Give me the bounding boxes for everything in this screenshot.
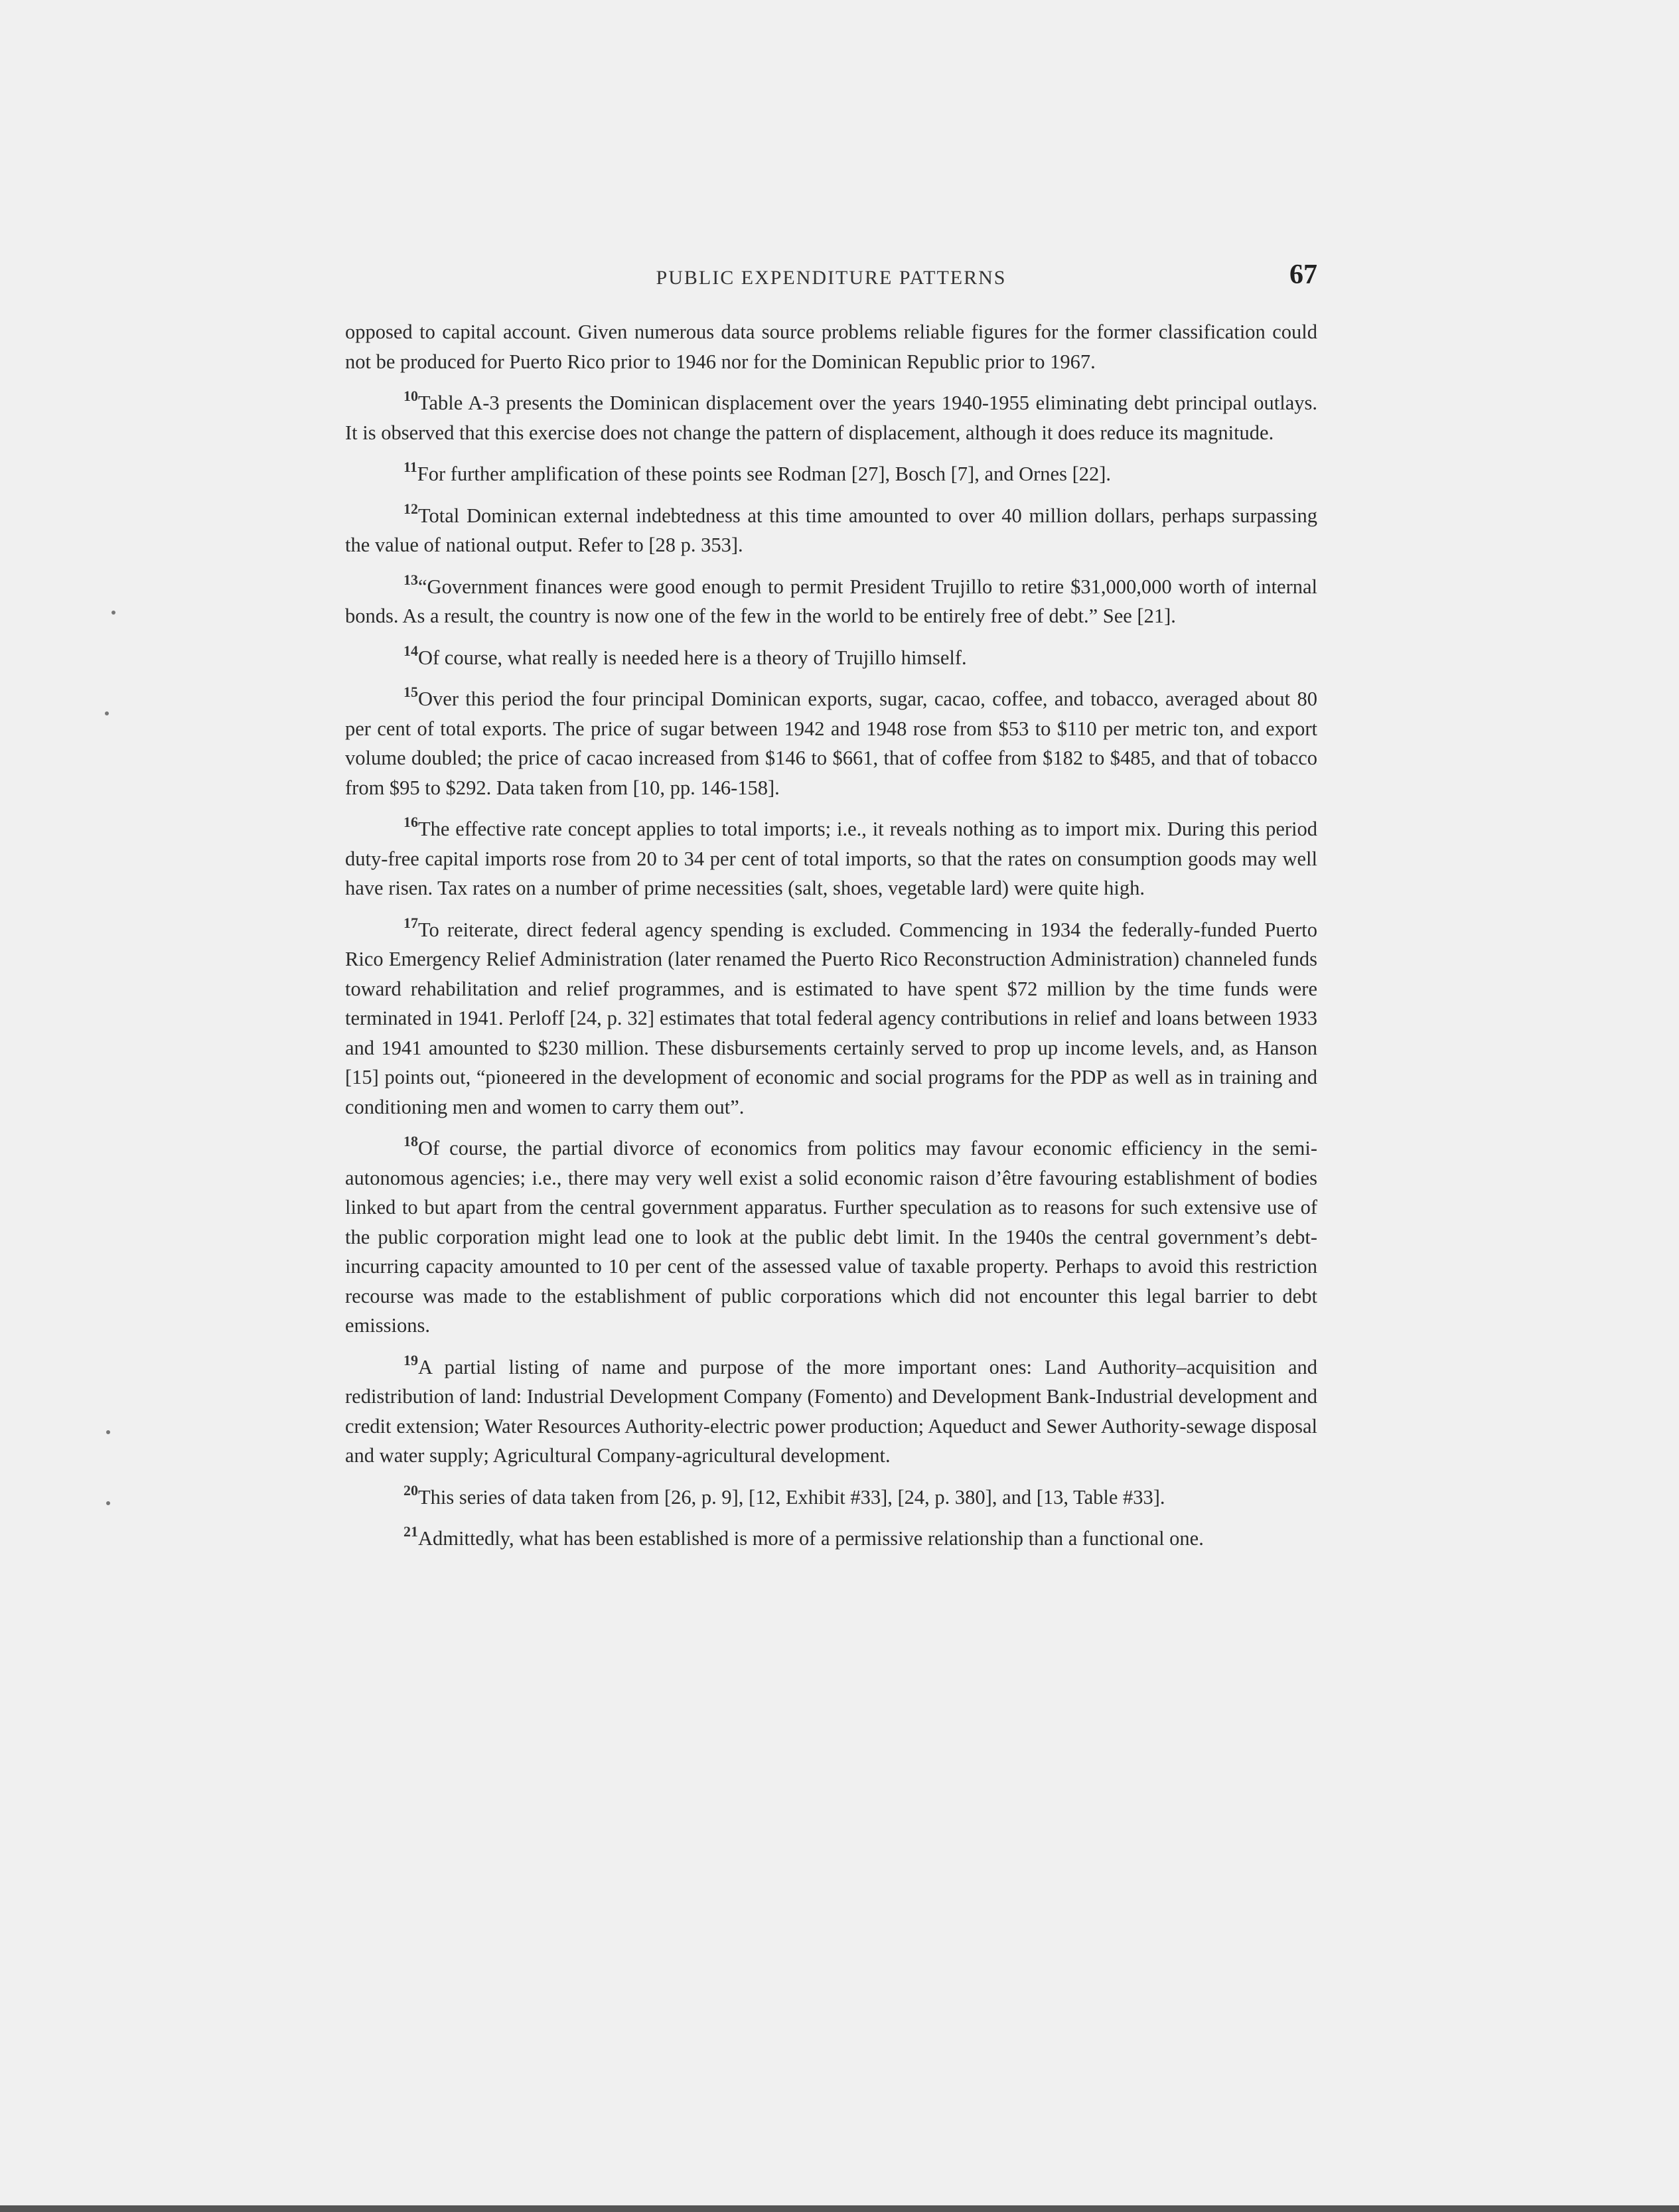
footnote-number: 15	[403, 684, 418, 700]
footnote-text: Total Dominican external indebtedness at this time amounted to over 40 million dollars, perhaps surpassing the value of national output. Refer to [28 p. 353].	[345, 504, 1317, 556]
footnote-20	[345, 1483, 1317, 1512]
footnote-text: Table A-3 presents the Dominican displacement over the years 1940-1955 eliminating debt principal outlays. It is observed that this exercise does not change the pattern of displacement, although it does reduce its magnitude.	[345, 392, 1317, 444]
footnote-14	[345, 643, 1317, 673]
footnote-number: 21	[403, 1523, 418, 1540]
footnote-number: 19	[403, 1351, 418, 1368]
footnote-number: 20	[403, 1481, 418, 1499]
footnote-number: 16	[403, 814, 418, 830]
footnote-text: Of course, what really is needed here is a theory of Trujillo himself.	[418, 646, 967, 669]
footnote-text: “Government finances were good enough to permit President Trujillo to retire $31,000,000 worth of internal bonds. As a result, the country is now one of the few in the world to be entirely free of debt.” See [21].	[345, 575, 1317, 627]
scan-speck	[111, 611, 115, 615]
footnote-text: To reiterate, direct federal agency spending is excluded. Commencing in 1934 the federally-funded Puerto Rico Emergency Relief Administration (later renamed the Puerto Rico Reconstruction Administration) channeled funds toward rehabilitation and relief programmes, and is estimated to have spent $72 million by the time funds were terminated in 1941. Perloff [24, p. 32] estimates that total federal agency contributions in relief and loans between 1933 and 1941 amounted to $230 million. These disbursements certainly served to prop up income levels, and, as Hanson [15] points out, “pioneered in the development of economic and social programs for the PDP as well as in training and conditioning men and women to carry them out”.	[345, 918, 1317, 1118]
footnote-13	[345, 572, 1317, 631]
footnote-15	[345, 684, 1317, 802]
footnote-number: 11	[403, 459, 417, 475]
intro-paragraph: opposed to capital account. Given numerous data source problems reliable figures for the former classification could not be produced for Puerto Rico prior to 1946 nor for the Dominican Republic prior to 1967.	[345, 321, 1317, 373]
footnote-number: 13	[403, 571, 418, 588]
footnote-text: The effective rate concept applies to total imports; i.e., it reveals nothing as to import mix. During this period duty-free capital imports rose from 20 to 34 per cent of total imports, so that the rates on consumption goods may well have risen. Tax rates on a number of prime necessities (salt, shoes, vegetable lard) were quite high.	[345, 818, 1317, 899]
page-number: 67	[1289, 259, 1317, 290]
page-body	[345, 317, 1317, 1566]
scan-edge	[0, 2205, 1679, 2212]
footnote-21	[345, 1524, 1317, 1554]
footnote-text: This series of data taken from [26, p. 9], [12, Exhibit #33], [24, p. 380], and [13, Table #33].	[418, 1485, 1165, 1509]
footnote-number: 14	[403, 642, 418, 659]
scan-speck	[106, 1430, 110, 1434]
footnote-10	[345, 388, 1317, 447]
footnote-text: For further amplification of these points see Rodman [27], Bosch [7], and Ornes [22].	[417, 463, 1112, 485]
footnote-text: Admittedly, what has been established is more of a permissive relationship than a functional one.	[418, 1527, 1204, 1550]
footnote-11	[345, 459, 1317, 489]
footnote-17	[345, 915, 1317, 1122]
footnote-12	[345, 501, 1317, 560]
footnote-18	[345, 1134, 1317, 1341]
scan-speck	[106, 1501, 110, 1505]
scan-speck	[105, 711, 109, 715]
footnote-number: 10	[403, 388, 418, 404]
footnote-19	[345, 1353, 1317, 1471]
footnote-text: Of course, the partial divorce of economics from politics may favour economic efficiency in the semi-autonomous agencies; i.e., there may very well exist a solid economic raison d’être favouring establishment of bodies linked to but apart from the central government apparatus. Further speculation as to reasons for such extensive use of the public corporation might lead one to look at the public debt limit. In the 1940s the central government’s debt-incurring capacity amounted to 10 per cent of the assessed value of taxable property. Perhaps to avoid this restriction recourse was made to the establishment of public corporations which did not encounter this legal barrier to debt emissions.	[345, 1137, 1317, 1337]
running-head: PUBLIC EXPENDITURE PATTERNS	[656, 267, 1007, 289]
footnote-text: Over this period the four principal Dominican exports, sugar, cacao, coffee, and tobacco, averaged about 80 per cent of total exports. The price of sugar between 1942 and 1948 rose from $53 to $110 per metric ton, and export volume doubled; the price of cacao increased from $146 to $661, that of coffee from $182 to $485, and that of tobacco from $95 to $292. Data taken from [10, pp. 146-158].	[345, 688, 1317, 799]
footnote-16	[345, 814, 1317, 903]
footnote-number: 18	[403, 1133, 418, 1149]
page-header	[345, 259, 1317, 299]
footnote-text: A partial listing of name and purpose of the more important ones: Land Authority–acquisition and redistribution of land: Industrial Development Company (Fomento) and Development Bank-Industrial development and credit extension; Water Resources Authority-electric power production; Aqueduct and Sewer Authority-sewage disposal and water supply; Agricultural Company-agricultural development.	[345, 1355, 1317, 1467]
footnote-number: 12	[403, 500, 418, 517]
footnote-number: 17	[403, 914, 418, 931]
